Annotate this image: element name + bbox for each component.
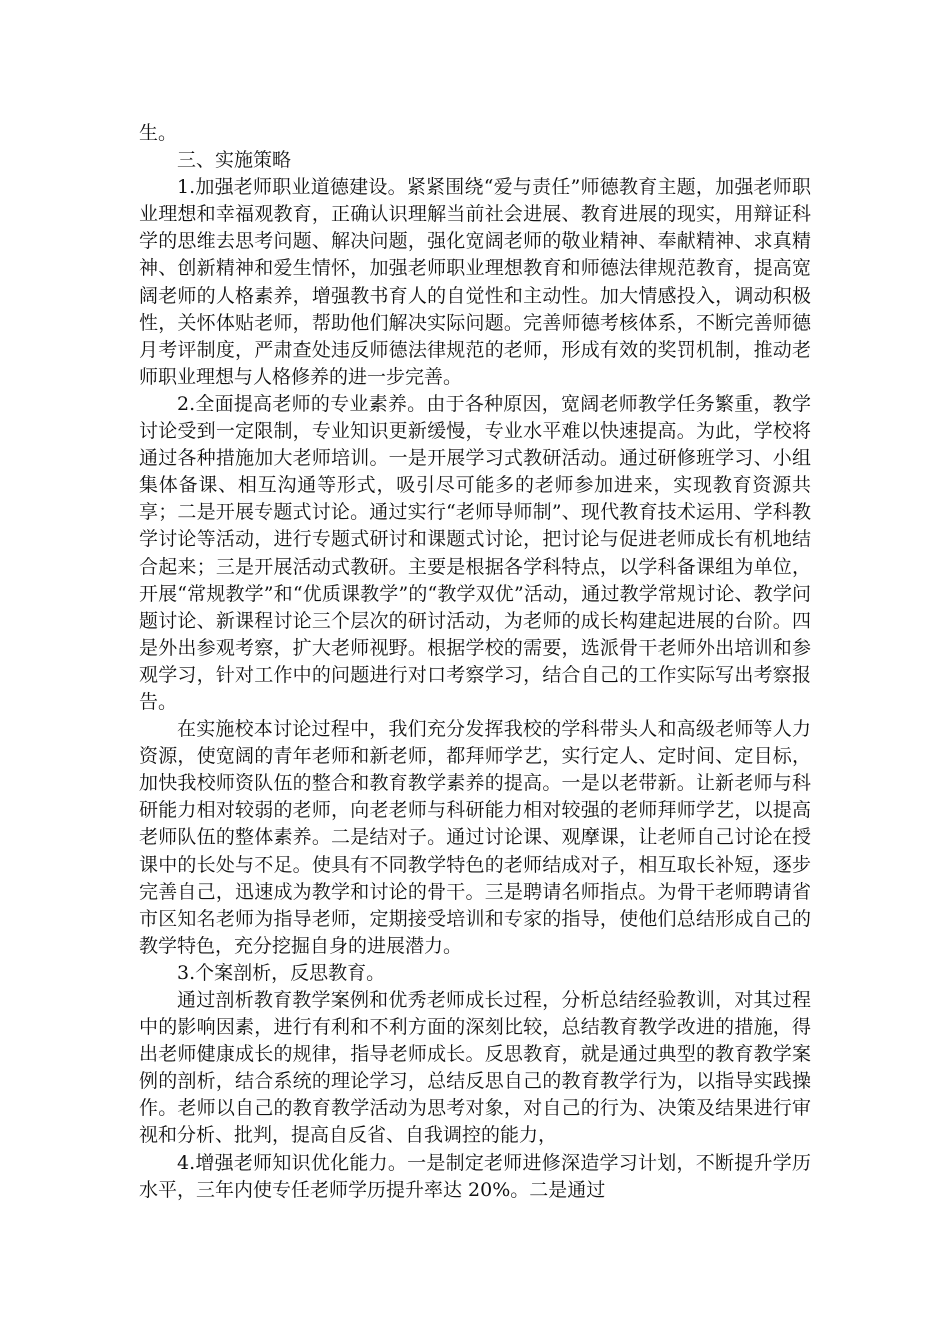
paragraph-school-based-research: 在实施校本讨论过程中，我们充分发挥我校的学科带头人和高级老师等人力资源，使宽阔的青年老师和新老师，都拜师学艺，实行定人、定时间、定目标，加快我校师资队伍的整合和教育教学素养的提高。一是以老带新。让新老师与科研能力相对较弱的老师，向老老师与科研能力相对较强的老师拜师学艺，以提高老师队伍的整体素养。二是结对子。通过讨论课、观摩课，让老师自己讨论在授课中的长处与不足。使具有不同教学特色的老师结成对子，相互取长补短，逐步完善自己，迅速成为教学和讨论的骨干。三是聘请名师指点。为骨干老师聘请省市区知名老师为指导老师，定期接受培训和专家的指导，使他们总结形成自己的教学特色，充分挖掘自身的进展潜力。	[139, 718, 811, 957]
document-body	[139, 120, 811, 1204]
paragraph-professional-quality: 2.全面提高老师的专业素养。由于各种原因，宽阔老师教学任务繁重，教学讨论受到一定限制，专业知识更新缓慢，专业水平难以快速提高。为此，学校将通过各种措施加大老师培训。一是开展学习式教研活动。通过研修班学习、小组集体备课、相互沟通等形式，吸引尽可能多的老师参加进来，实现教育资源共享；二是开展专题式讨论。通过实行“老师导师制”、现代教育技术运用、学科教学讨论等活动，进行专题式研讨和课题式讨论，把讨论与促进老师成长有机地结合起来；三是开展活动式教研。主要是根据各学科特点，以学科备课组为单位，开展“常规教学”和“优质课教学”的“教学双优”活动，通过教学常规讨论、教学问题讨论、新课程讨论三个层次的研讨活动，为老师的成长构建起进展的台阶。四是外出参观考察，扩大老师视野。根据学校的需要，选派骨干老师外出培训和参观学习，针对工作中的问题进行对口考察学习，结合自己的工作实际写出考察报告。	[139, 392, 811, 713]
paragraph-teacher-ethics: 1.加强老师职业道德建设。紧紧围绕“爱与责任”师德教育主题，加强老师职业理想和幸福观教育，正确认识理解当前社会进展、教育进展的现实，用辩证科学的思维去思考问题、解决问题，强化宽阔老师的敬业精神、奉献精神、求真精神、创新精神和爱生情怀，加强老师职业理想教育和师德法律规范教育，提高宽阔老师的人格素养，增强教书育人的自觉性和主动性。加大情感投入，调动积极性，关怀体贴老师，帮助他们解决实际问题。完善师德考核体系，不断完善师德月考评制度，严肃查处违反师德法律规范的老师，形成有效的奖罚机制，推动老师职业理想与人格修养的进一步完善。	[139, 176, 811, 388]
subheading-case-analysis: 3.个案剖析，反思教育。	[177, 961, 386, 984]
section-heading-implementation-strategy: 三、实施策略	[177, 149, 292, 172]
paragraph-case-analysis: 通过剖析教育教学案例和优秀老师成长过程，分析总结经验教训，对其过程中的影响因素，进行有利和不利方面的深刻比较，总结教育教学改进的措施，得出老师健康成长的规律，指导老师成长。反思教育，就是通过典型的教育教学案例的剖析，结合系统的理论学习，总结反思自己的教育教学行为，以指导实践操作。老师以自己的教育教学活动为思考对象，对自己的行为、决策及结果进行审视和分析、批判，提高自反省、自我调控的能力，	[139, 989, 811, 1147]
paragraph-continuation: 生。	[139, 122, 178, 144]
paragraph-knowledge-optimization: 4.增强老师知识优化能力。一是制定老师进修深造学习计划，不断提升学历水平，三年内使专任老师学历提升率达 20%。二是通过	[139, 1151, 811, 1201]
